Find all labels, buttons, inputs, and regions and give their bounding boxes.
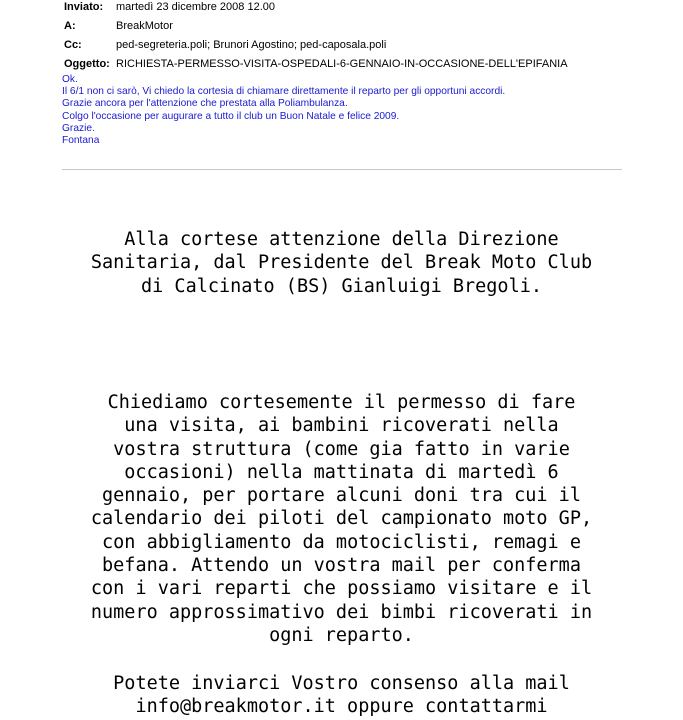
request-line: befana. Attendo un vostra mail per conferma <box>102 555 581 577</box>
reply-signature: Fontana <box>62 135 100 147</box>
closing-line: Potete inviarci Vostro consenso alla mail <box>113 673 570 694</box>
sent-value: martedì 23 dicembre 2008 12.00 <box>116 0 275 13</box>
subject-value: RICHIESTA-PERMESSO-VISITA-OSPEDALI-6-GENNAIO-IN-OCCASIONE-DELL'EPIFANIA <box>116 57 568 70</box>
letter-closing <box>0 672 683 719</box>
reply-message <box>62 74 505 147</box>
reply-line: Ok. <box>62 74 78 85</box>
addressee-line: Sanitaria, dal Presidente del Break Moto Club <box>90 252 593 274</box>
request-line: gennaio, per portare alcuni doni tra cui il <box>102 485 581 507</box>
letter-addressee <box>0 228 683 298</box>
reply-line: Il 6/1 non ci sarò, Vi chiedo la cortesia di chiamare direttamente il reparto per gli opportuni accordi. <box>62 86 506 98</box>
subject-label: Oggetto: <box>64 57 110 70</box>
to-value: BreakMotor <box>116 19 173 32</box>
email-header <box>64 0 624 73</box>
closing-line: info@breakmotor.it oppure contattarmi <box>135 696 548 718</box>
cc-label: Cc: <box>64 38 82 51</box>
cc-value: ped-segreteria.poli; Brunori Agostino; ped-caposala.poli <box>116 38 387 51</box>
sent-label: Inviato: <box>64 0 104 13</box>
request-line: calendario dei piloti del campionato moto GP, <box>90 508 593 530</box>
request-line: con abbigliamento da motociclisti, remagi e <box>102 531 581 553</box>
to-row <box>64 16 624 35</box>
reply-line: Grazie. <box>62 122 95 134</box>
addressee-line: di Calcinato (BS) Gianluigi Bregoli. <box>141 275 542 297</box>
request-line: occasioni) nella mattinata di martedì 6 <box>124 461 559 483</box>
request-line: numero approssimativo dei bimbi ricoverati in <box>90 601 593 623</box>
subject-row <box>64 54 624 73</box>
request-line: con i vari reparti che possiamo visitare e il <box>90 578 593 600</box>
request-line: vostra struttura (come gia fatto in varie <box>113 438 570 460</box>
reply-line: Colgo l'occasione per augurare a tutto il club un Buon Natale e felice 2009. <box>62 110 400 122</box>
to-label: A: <box>64 19 76 32</box>
request-line: una visita, ai bambini ricoverati nella <box>124 415 559 437</box>
letter-request <box>0 391 683 647</box>
sent-row <box>64 0 624 16</box>
request-line: Chiediamo cortesemente il permesso di fare <box>107 392 576 413</box>
cc-row <box>64 35 624 54</box>
request-line: ogni reparto. <box>269 624 414 646</box>
reply-line: Grazie ancora per l'attenzione che prestata alla Poliambulanza. <box>62 98 348 110</box>
divider <box>62 169 622 170</box>
addressee-line: Alla cortese attenzione della Direzione <box>124 229 559 250</box>
